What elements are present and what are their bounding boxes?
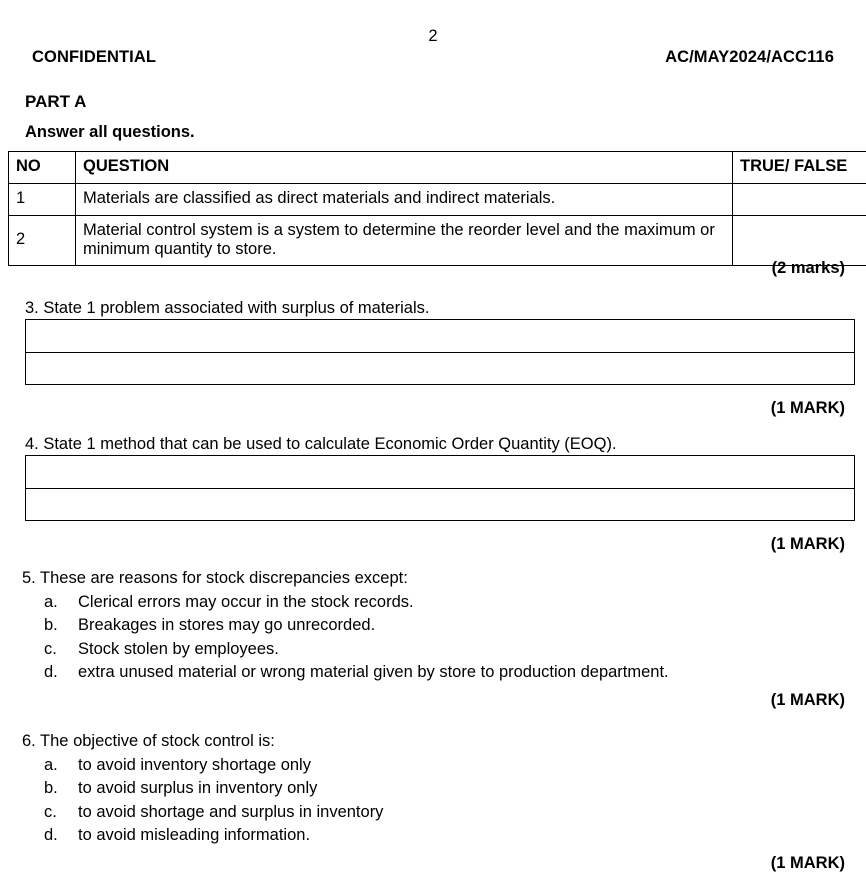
question-6-block	[22, 733, 383, 851]
option-letter: c.	[44, 639, 57, 658]
answer-line[interactable]	[26, 456, 854, 488]
part-title: PART A	[25, 92, 87, 111]
option-letter: a.	[44, 755, 58, 774]
option-a[interactable]	[22, 594, 669, 611]
page-header	[32, 48, 834, 67]
option-letter: b.	[44, 779, 58, 797]
option-letter: b.	[44, 616, 58, 634]
row-question-text: Materials are classified as direct materials and indirect materials.	[76, 184, 733, 216]
option-text: to avoid misleading information.	[78, 826, 311, 844]
row-answer-cell[interactable]	[733, 216, 866, 266]
table-row	[9, 184, 866, 216]
option-b[interactable]	[22, 617, 669, 634]
option-text: to avoid inventory shortage only	[78, 755, 311, 774]
true-false-table	[8, 151, 866, 266]
answer-all-instruction: Answer all questions.	[25, 123, 195, 141]
question-5-stem: 5. These are reasons for stock discrepancies except:	[22, 569, 408, 587]
option-text: Stock stolen by employees.	[78, 639, 279, 658]
answer-line[interactable]	[26, 488, 854, 520]
column-header-question: QUESTION	[76, 152, 733, 184]
row-number: 1	[9, 184, 76, 216]
question-5-options	[22, 594, 669, 681]
row-number: 2	[9, 216, 76, 266]
page-number: 2	[428, 27, 438, 45]
option-letter: d.	[44, 826, 58, 844]
option-d[interactable]	[22, 827, 383, 844]
option-a[interactable]	[22, 757, 383, 774]
option-c[interactable]	[22, 641, 669, 658]
row-answer-cell[interactable]	[733, 184, 866, 216]
question-3-answer-box[interactable]	[25, 319, 855, 385]
option-d[interactable]	[22, 664, 669, 681]
column-header-true-false: TRUE/ FALSE	[733, 152, 866, 184]
answer-line[interactable]	[26, 352, 854, 384]
confidential-label: CONFIDENTIAL	[32, 48, 157, 66]
option-text: Breakages in stores may go unrecorded.	[78, 616, 376, 634]
marks-label-question-3: (1 MARK)	[770, 399, 845, 417]
marks-label-question-4: (1 MARK)	[770, 535, 845, 553]
option-letter: d.	[44, 663, 58, 681]
option-text: to avoid surplus in inventory only	[78, 779, 318, 797]
question-4-answer-box[interactable]	[25, 455, 855, 521]
option-letter: c.	[44, 802, 57, 821]
column-header-no: NO	[9, 152, 76, 184]
answer-line[interactable]	[26, 320, 854, 352]
question-3-text: 3. State 1 problem associated with surplus of materials.	[25, 299, 430, 317]
question-5-block	[22, 570, 669, 688]
option-b[interactable]	[22, 780, 383, 797]
exam-code-label: AC/MAY2024/ACC116	[665, 48, 834, 66]
option-text: extra unused material or wrong material given by store to production department.	[78, 663, 669, 681]
question-6-options	[22, 757, 383, 844]
option-text: Clerical errors may occur in the stock records.	[78, 592, 414, 611]
table-row	[9, 216, 866, 266]
option-text: to avoid shortage and surplus in inventory	[78, 802, 384, 821]
option-letter: a.	[44, 592, 58, 611]
marks-label-question-6: (1 MARK)	[770, 854, 845, 872]
marks-label-question-5: (1 MARK)	[770, 691, 845, 709]
option-c[interactable]	[22, 804, 383, 821]
question-4-text: 4. State 1 method that can be used to calculate Economic Order Quantity (EOQ).	[25, 435, 617, 453]
table-header-row	[9, 152, 866, 184]
question-6-stem: 6. The objective of stock control is:	[22, 732, 275, 750]
marks-label-part-a: (2 marks)	[771, 259, 845, 277]
row-question-text: Material control system is a system to determine the reorder level and the maximum or minimum quantity to store.	[76, 216, 733, 266]
